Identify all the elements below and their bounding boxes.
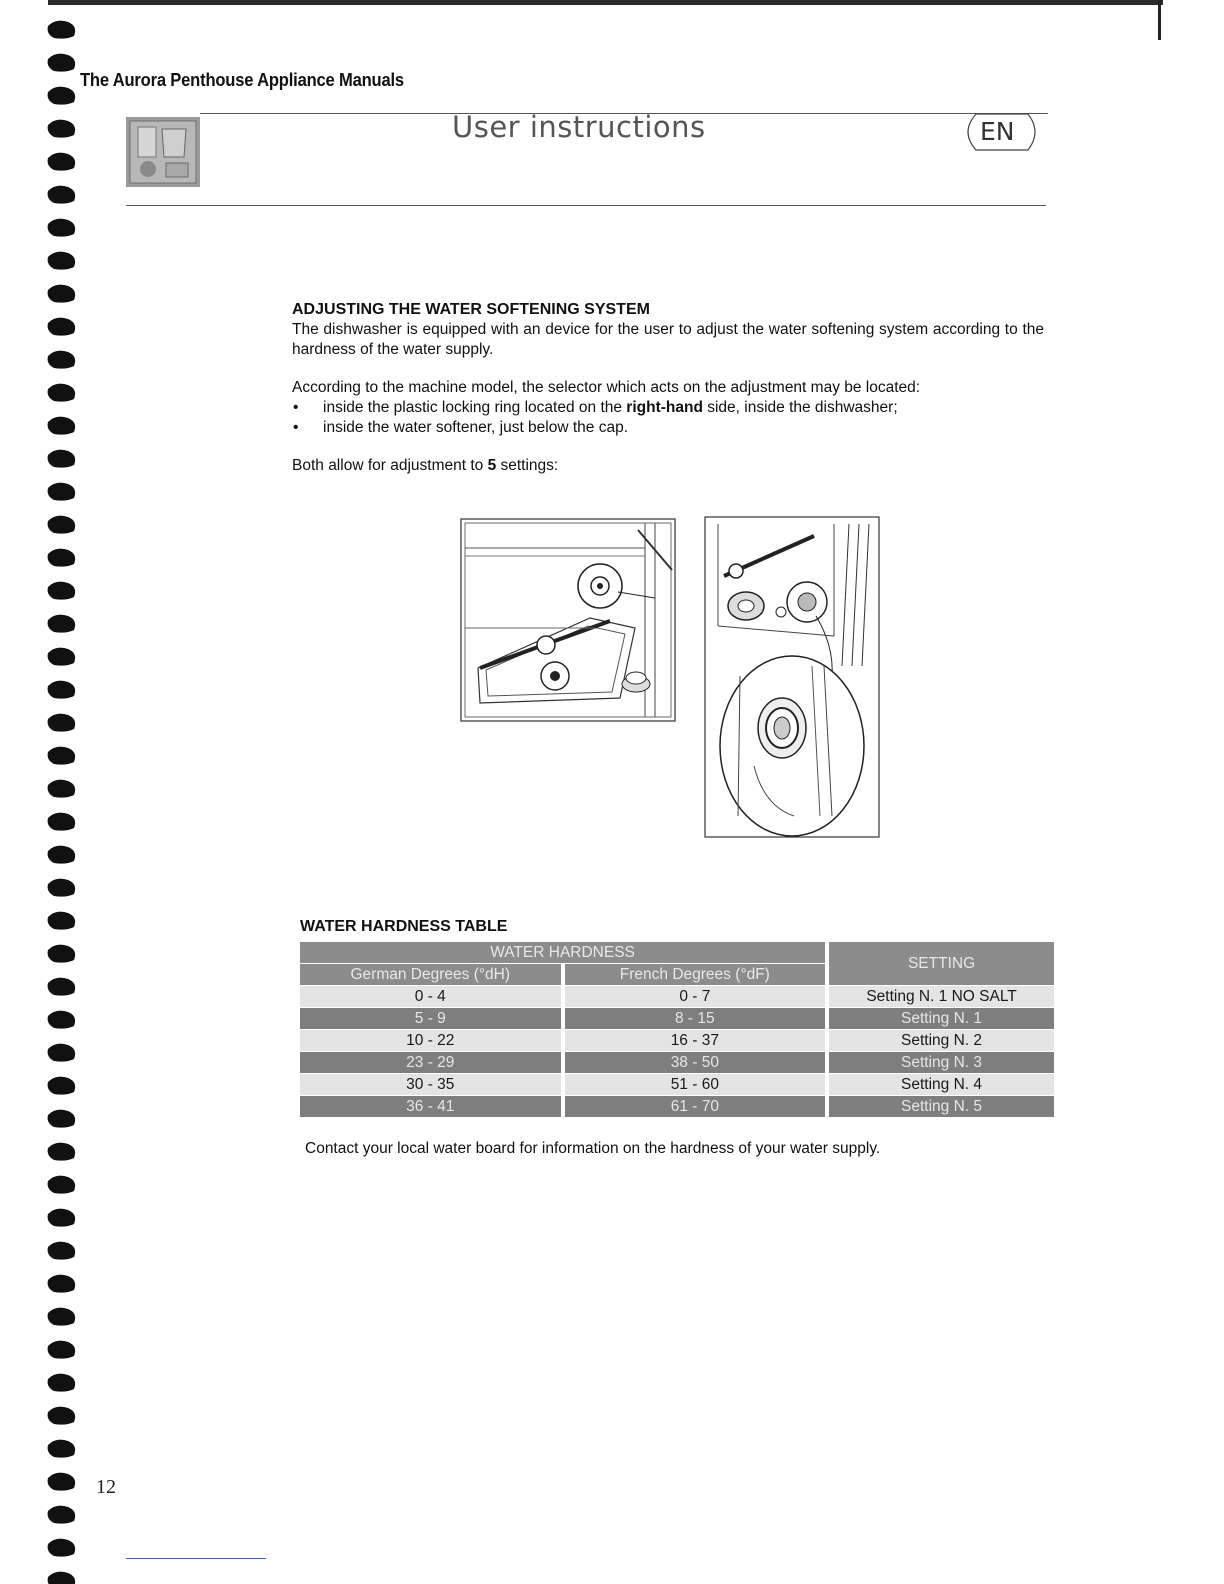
spiral-loop bbox=[48, 747, 76, 765]
table-header-setting: SETTING bbox=[829, 942, 1054, 985]
spiral-loop bbox=[48, 846, 76, 864]
spiral-loop bbox=[48, 1473, 76, 1491]
spiral-loop bbox=[48, 351, 76, 369]
table-header-german: German Degrees (°dH) bbox=[300, 964, 561, 985]
spiral-loop bbox=[48, 21, 76, 39]
spiral-loop bbox=[48, 813, 76, 831]
spiral-loop bbox=[48, 1506, 76, 1524]
spiral-loop bbox=[48, 1110, 76, 1128]
spiral-loop bbox=[48, 1341, 76, 1359]
dishwasher-thumbnail-icon bbox=[126, 117, 200, 187]
table-header-french: French Degrees (°dF) bbox=[565, 964, 826, 985]
table-group-header: WATER HARDNESS bbox=[300, 942, 825, 963]
bottom-rule bbox=[126, 1558, 266, 1559]
spiral-loop bbox=[48, 714, 76, 732]
location-list bbox=[292, 398, 1044, 438]
spiral-loop bbox=[48, 1143, 76, 1161]
spiral-loop bbox=[48, 1209, 76, 1227]
spiral-loop bbox=[48, 285, 76, 303]
settings-sentence: Both allow for adjustment to 5 settings: bbox=[292, 457, 559, 474]
dishwasher-interior-illustration bbox=[460, 518, 676, 722]
spiral-loop bbox=[48, 1176, 76, 1194]
spiral-loop bbox=[48, 648, 76, 666]
spiral-loop bbox=[48, 450, 76, 468]
spiral-loop bbox=[48, 1044, 76, 1062]
spiral-loop bbox=[48, 945, 76, 963]
spiral-loop bbox=[48, 615, 76, 633]
emphasis-right-hand: right-hand bbox=[626, 399, 703, 416]
table-row: 30 - 35 51 - 60 Setting N. 4 bbox=[300, 1074, 1054, 1095]
spiral-loop bbox=[48, 1572, 76, 1584]
spiral-loop bbox=[48, 252, 76, 270]
spiral-loop bbox=[48, 87, 76, 105]
table-row: 23 - 29 38 - 50 Setting N. 3 bbox=[300, 1052, 1054, 1073]
spiral-loop bbox=[48, 1275, 76, 1293]
spiral-loop bbox=[48, 780, 76, 798]
page-edge bbox=[1158, 0, 1161, 40]
table-title: WATER HARDNESS TABLE bbox=[300, 918, 508, 935]
water-hardness-table bbox=[296, 941, 1058, 1118]
spiral-loop bbox=[48, 318, 76, 336]
language-badge: EN bbox=[980, 117, 1015, 146]
water-softener-cap-illustration bbox=[704, 516, 880, 838]
spiral-loop bbox=[48, 912, 76, 930]
spiral-loop bbox=[48, 1440, 76, 1458]
spiral-loop bbox=[48, 1308, 76, 1326]
spiral-loop bbox=[48, 879, 76, 897]
list-item: • inside the water softener, just below the cap. bbox=[292, 418, 1044, 438]
page-number: 12 bbox=[96, 1476, 116, 1498]
spiral-loop bbox=[48, 1242, 76, 1260]
settings-count: 5 bbox=[487, 457, 497, 474]
spiral-loop bbox=[48, 186, 76, 204]
top-border bbox=[48, 0, 1163, 5]
manual-title: The Aurora Penthouse Appliance Manuals bbox=[80, 70, 404, 90]
spiral-loop bbox=[48, 1374, 76, 1392]
main-content bbox=[292, 300, 1044, 476]
spiral-loop bbox=[48, 516, 76, 534]
spiral-loop bbox=[48, 120, 76, 138]
table-row: 10 - 22 16 - 37 Setting N. 2 bbox=[300, 1030, 1054, 1051]
spiral-binding bbox=[34, 18, 94, 1584]
spiral-loop bbox=[48, 978, 76, 996]
spiral-loop bbox=[48, 681, 76, 699]
spiral-loop bbox=[48, 417, 76, 435]
spiral-loop bbox=[48, 1011, 76, 1029]
spiral-loop bbox=[48, 219, 76, 237]
spiral-loop bbox=[48, 54, 76, 72]
footnote: Contact your local water board for information on the hardness of your water supply. bbox=[305, 1140, 881, 1157]
section-heading: ADJUSTING THE WATER SOFTENING SYSTEM bbox=[292, 301, 650, 318]
page-title: User instructions bbox=[452, 110, 706, 144]
table-row: 5 - 9 8 - 15 Setting N. 1 bbox=[300, 1008, 1054, 1029]
spiral-loop bbox=[48, 1539, 76, 1557]
table-row: 36 - 41 61 - 70 Setting N. 5 bbox=[300, 1096, 1054, 1117]
location-intro: According to the machine model, the selector which acts on the adjustment may be located: bbox=[292, 379, 921, 396]
spiral-loop bbox=[48, 1077, 76, 1095]
spiral-loop bbox=[48, 549, 76, 567]
table-row: 0 - 4 0 - 7 Setting N. 1 NO SALT bbox=[300, 986, 1054, 1007]
banner-rule bbox=[126, 205, 1046, 206]
spiral-loop bbox=[48, 153, 76, 171]
intro-paragraph: The dishwasher is equipped with an device for the user to adjust the water softening system according to the hardness of the water supply. bbox=[292, 321, 1044, 358]
spiral-loop bbox=[48, 582, 76, 600]
spiral-loop bbox=[48, 1407, 76, 1425]
spiral-loop bbox=[48, 384, 76, 402]
spiral-loop bbox=[48, 483, 76, 501]
list-item: • inside the plastic locking ring located on the right-hand side, inside the dishwasher; bbox=[292, 398, 1044, 418]
